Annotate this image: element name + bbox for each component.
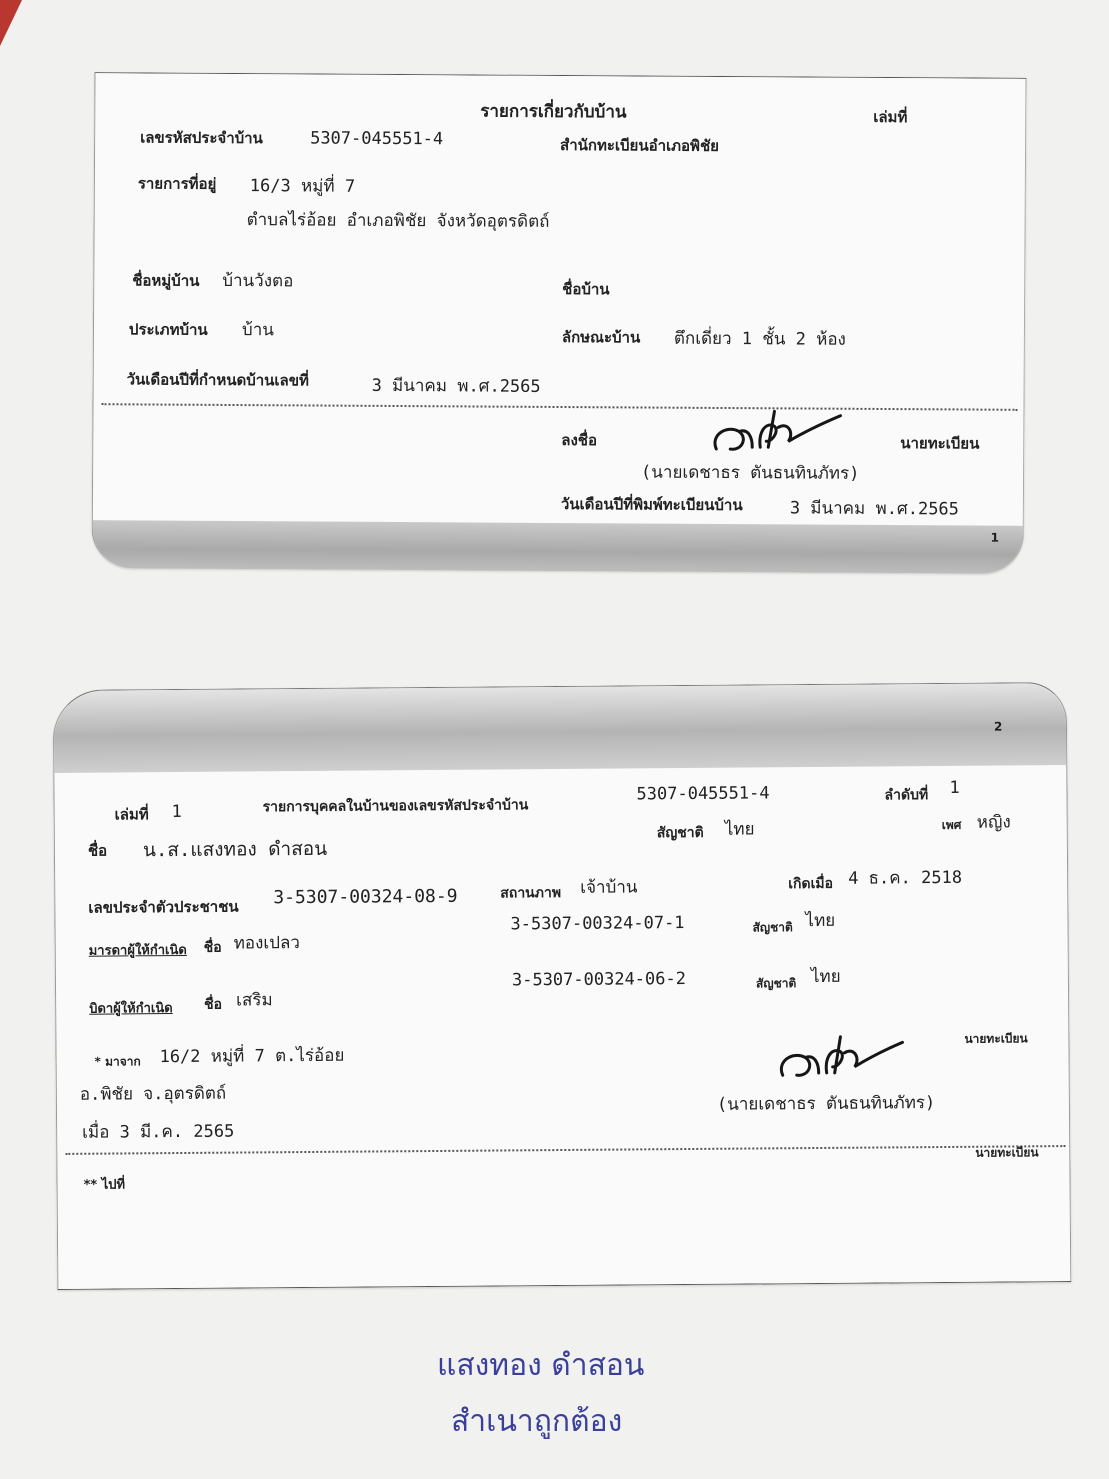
address-line1: 16/3 หมู่ที่ 7 bbox=[249, 176, 356, 197]
moved-from-label: * มาจาก bbox=[94, 1054, 141, 1069]
registrar-signature-icon bbox=[708, 397, 858, 458]
father-label: บิดาผู้ให้กำเนิด bbox=[89, 1001, 173, 1017]
village-label: ชื่อหมู่บ้าน bbox=[132, 271, 200, 290]
folder-corner bbox=[0, 0, 22, 46]
house-code: 5307-045551-4 bbox=[636, 783, 770, 805]
dotted-separator bbox=[101, 403, 1017, 411]
print-date-label: วันเดือนปีที่พิมพ์ทะเบียนบ้าน bbox=[560, 495, 743, 515]
house-name-label: ชื่อบ้าน bbox=[562, 280, 610, 299]
father-name-label: ชื่อ bbox=[204, 996, 223, 1013]
book-number: 1 bbox=[171, 801, 182, 823]
person-name: น.ส.แสงทอง ดำสอน bbox=[142, 837, 328, 862]
registrar-name: (นายเดชาธร ตันธนทินภัทร) bbox=[641, 462, 860, 484]
order-number: 1 bbox=[949, 777, 960, 798]
moved-from-line3: เมื่อ 3 มี.ค. 2565 bbox=[82, 1121, 235, 1143]
mother-name: ทองเปลว bbox=[233, 933, 301, 954]
id-number: 3-5307-00324-08-9 bbox=[273, 885, 458, 909]
house-code-label: เลขรหัสประจำบ้าน bbox=[140, 128, 263, 148]
page-number: 2 bbox=[993, 719, 1003, 734]
print-date: 3 มีนาคม พ.ศ.2565 bbox=[789, 498, 959, 520]
order-label: ลำดับที่ bbox=[884, 787, 929, 804]
status-label: สถานภาพ bbox=[500, 885, 562, 902]
book-label: เล่มที่ bbox=[873, 107, 908, 127]
nationality-label: สัญชาติ bbox=[656, 824, 704, 842]
dotted-separator bbox=[65, 1145, 1065, 1155]
born-date: 4 ธ.ค. 2518 bbox=[848, 867, 963, 889]
card-top-band bbox=[54, 683, 1067, 773]
house-type-label: ประเภทบ้าน bbox=[128, 320, 208, 339]
address-label: รายการที่อยู่ bbox=[137, 174, 217, 193]
father-nationality-label: สัญชาติ bbox=[755, 976, 797, 991]
mother-label: มารดาผู้ให้กำเนิด bbox=[88, 942, 187, 959]
sex-label: เพศ bbox=[941, 817, 962, 833]
handwritten-certified-copy: สำเนาถูกต้อง bbox=[451, 1404, 623, 1439]
father-name: เสริม bbox=[236, 990, 273, 1011]
house-style: ตึกเดี่ยว 1 ชั้น 2 ห้อง bbox=[673, 328, 846, 350]
id-label: เลขประจำตัวประชาชน bbox=[88, 897, 239, 917]
book-label: เล่มที่ bbox=[114, 805, 149, 824]
registrar-signature-icon bbox=[774, 1022, 914, 1083]
registry-office: สำนักทะเบียนอำเภอพิชัย bbox=[560, 136, 720, 155]
moved-from-line1: 16/2 หมู่ที่ 7 ต.ไร่อ้อย bbox=[159, 1045, 345, 1068]
mother-nationality-label: สัญชาติ bbox=[752, 920, 793, 935]
house-details-card bbox=[91, 72, 1026, 574]
card-bottom-band bbox=[92, 520, 1022, 574]
assigned-date: 3 มีนาคม พ.ศ.2565 bbox=[371, 375, 541, 397]
person-list-label: รายการบุคคลในบ้านของเลขรหัสประจำบ้าน bbox=[262, 797, 529, 816]
page-number: 1 bbox=[990, 530, 1000, 545]
village-name: บ้านวังตอ bbox=[222, 270, 294, 292]
father-id: 3-5307-00324-06-2 bbox=[511, 969, 687, 991]
mother-id: 3-5307-00324-07-1 bbox=[510, 913, 685, 935]
registrar-label-2: นายทะเบียน bbox=[975, 1145, 1039, 1160]
sex: หญิง bbox=[976, 812, 1011, 833]
nationality: ไทย bbox=[724, 819, 755, 840]
mother-name-label: ชื่อ bbox=[203, 939, 222, 956]
address-line2: ตำบลไร่อ้อย อำเภอพิชัย จังหวัดอุตรดิตถ์ bbox=[246, 210, 550, 232]
assigned-date-label: วันเดือนปีที่กำหนดบ้านเลขที่ bbox=[126, 370, 309, 390]
registrar-name: (นายเดชาธร ตันธนทินภัทร) bbox=[716, 1093, 936, 1115]
sign-label: ลงชื่อ bbox=[561, 431, 598, 450]
name-label: ชื่อ bbox=[87, 841, 108, 860]
person-details-card bbox=[53, 682, 1072, 1290]
house-code: 5307-045551-4 bbox=[310, 128, 444, 150]
moved-to-label: ** ไปที่ bbox=[83, 1177, 126, 1193]
registrar-label: นายทะเบียน bbox=[964, 1031, 1028, 1046]
house-type: บ้าน bbox=[241, 320, 274, 341]
house-style-label: ลักษณะบ้าน bbox=[561, 328, 641, 347]
registrar-label: นายทะเบียน bbox=[900, 434, 980, 453]
father-nationality: ไทย bbox=[810, 966, 841, 988]
born-label: เกิดเมื่อ bbox=[788, 875, 834, 893]
moved-from-line2: อ.พิชัย จ.อุตรดิตถ์ bbox=[79, 1083, 227, 1105]
status: เจ้าบ้าน bbox=[580, 877, 638, 898]
card-title: รายการเกี่ยวกับบ้าน bbox=[480, 101, 627, 123]
mother-nationality: ไทย bbox=[805, 910, 836, 932]
handwritten-name: แสงทอง ดำสอน bbox=[437, 1348, 645, 1383]
